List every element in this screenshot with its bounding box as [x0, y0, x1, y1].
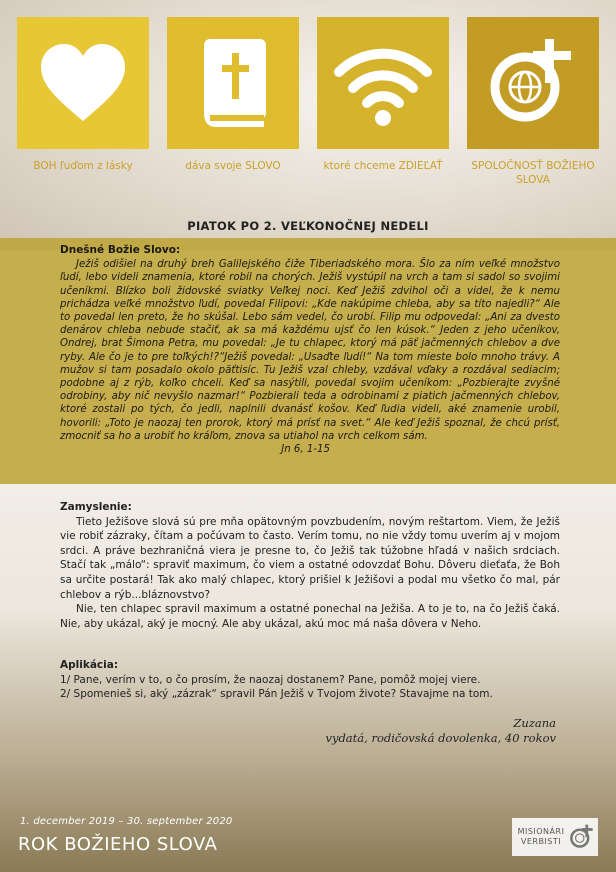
gospel-text: Ježiš odišiel na druhý breh Galilejského čiže Tiberiadského mora. Šlo za ním veľké množstvo ľudí, lebo videli znamenia, ktoré robil na chorých. Ježiš vystúpil na vrch a tam si sadol so svojimi učeníkmi. Blízko boli židovské sviatky Veľkej noci. Keď Ježiš zdvihol oči a videl, že k nemu prichádza veľké množstvo ľudí, povedal Filipovi: „Kde nakúpime chleba, aby sa títo najedli?“ Ale to povedal len preto, že ho skúšal. Lebo sám vedel, čo urobí. Filip mu odpovedal: „Ani za dvesto denárov chleba nebude stačiť, ak sa má každému ujsť čo len kúsok.“ Jeden z jeho učeníkov, Ondrej, brat Šimona Petra, mu povedal: „Je tu chlapec, ktorý má päť jačmenných chlebov a dve ryby. Ale čo je to pre toľkých!?“Ježiš povedal: „Usaďte ľudí!“ Na tom mieste bolo mnoho trávy. A mužov si tam posadalo okolo päťtisíc. Tu Ježiš vzal chleby, vzdával vďaky a rozdával sediacim; podobne aj z rýb, koľko chceli. Keď sa nasýtili, povedal svojim učeníkom: „Pozbierajte zvyšné odrobiny, aby nič nevyšlo nazmar!“ Pozbierali teda a odrobinami z piatich jačmenných chlebov, ktoré zostali po tých, čo jedli, naplnili dvanásť košov. Keď ľudia videli, aké znamenie urobil, hovorili: „Toto je naozaj ten prorok, ktorý má prísť na svet.“ Ale keď Ježiš spoznal, že chcú prísť, zmocniť sa ho a urobiť ho kráľom, znova sa utiahol na vrch celkom sám. — [60, 259, 560, 442]
reflection-paragraph-2: Nie, ten chlapec spravil maximum a ostatné ponechal na Ježiša. A to je to, na čo Ježiš čaká. Nie, aby ukázal, aký je mocný. Ale aby ukázal, akú moc má naša dôvera v Neho. — [60, 603, 560, 630]
tile-society — [467, 17, 599, 149]
signature-details: vydatá, rodičovská dovolenka, 40 rokov — [325, 731, 556, 745]
application-item: 1/ Pane, verím v to, o čo prosím, že naozaj dostanem? Pane, pomôž mojej viere. — [60, 673, 481, 686]
gospel-reference: Jn 6, 1-15 — [281, 444, 330, 456]
gospel-label: Dnešné Božie Slovo: — [60, 244, 181, 256]
globe-cross-icon — [483, 35, 583, 131]
application-item: 2/ Spomenieš si, aký „zázrak“ spravil Pán Ježiš v Tvojom živote? Stavajme na tom. — [60, 688, 493, 701]
tile-share — [317, 17, 449, 149]
signature — [176, 716, 556, 746]
header-icons — [0, 17, 616, 207]
globe-cross-logo-icon — [568, 823, 596, 851]
logo-text — [516, 827, 566, 847]
wifi-icon — [333, 38, 433, 128]
year-title: ROK BOŽIEHO SLOVA — [18, 834, 218, 855]
tile-word — [167, 17, 299, 149]
gospel-reading — [60, 244, 560, 456]
tile-caption-society: SPOLOČNOSŤ BOŽIEHO SLOVA — [471, 160, 595, 186]
logo-text-line-2: VERBISTI — [520, 837, 562, 846]
tile-love — [17, 17, 149, 149]
signature-name: Zuzana — [513, 716, 556, 730]
tile-caption-word: dáva svoje SLOVO — [185, 160, 281, 172]
page-title: PIATOK PO 2. VEĽKONOČNEJ NEDELI — [187, 219, 429, 233]
reflection-paragraph-1: Tieto Ježišove slová sú pre mňa opätovným povzbudením, novým reštartom. Viem, že Ježiš vie robiť zázraky, čítam a počúvam to často. Verím tomu, no nie vždy tomu uverím aj v mojom srdci. A práve bezhraničná viera je presne to, čo Ježiš tak túžobne hľadá v našich srdciach. Stačí tak „málo“: spraviť maximum, čo viem a ostatné odovzdať Bohu. Dôveru dieťaťa, že Boh sa určite postará! Tak ako malý chlapec, ktorý prišiel k Ježišovi a podal mu všetko čo mal, pár chlebov a rýb...bláznovstvo? — [60, 515, 560, 601]
tile-caption-share: ktoré chceme ZDIEĽAŤ — [323, 160, 443, 172]
application-section — [60, 658, 560, 702]
tile-caption-love: BOH ľuďom z lásky — [33, 160, 133, 172]
reflection-section — [60, 500, 560, 631]
year-dates: 1. december 2019 – 30. september 2020 — [20, 816, 233, 827]
reflection-label: Zamyslenie: — [60, 501, 132, 513]
bible-icon — [194, 35, 272, 131]
verbisti-logo — [512, 818, 598, 856]
heart-icon — [37, 41, 129, 125]
logo-text-line-1: MISIONÁRI — [517, 827, 565, 836]
application-label: Aplikácia: — [60, 659, 119, 671]
